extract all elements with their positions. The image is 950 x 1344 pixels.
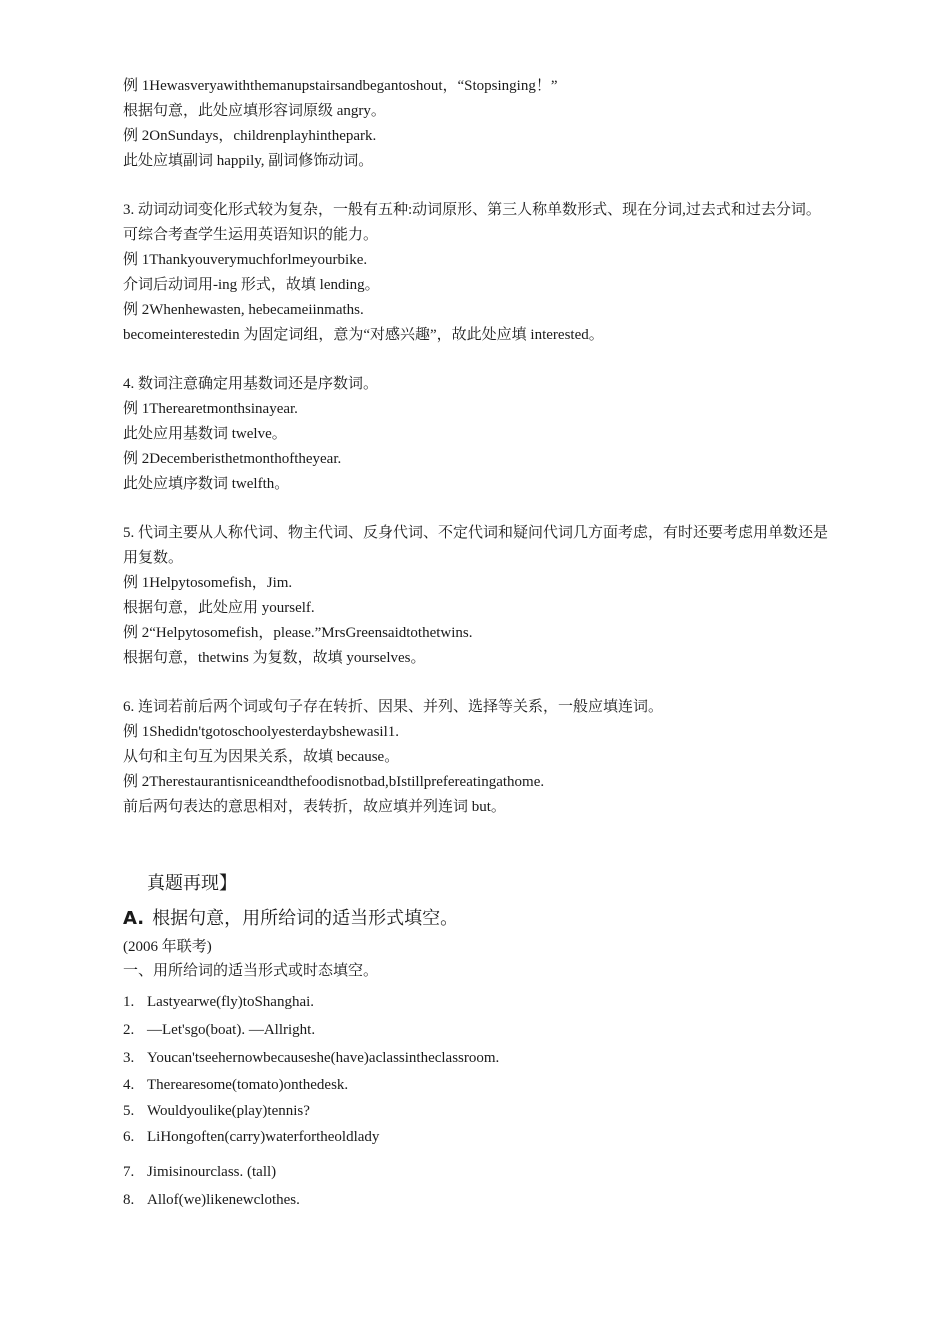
question-text: Youcan'tseehernowbecauseshe(have)aclassintheclassroom.: [147, 1050, 500, 1066]
question-item: [123, 1124, 828, 1150]
example-line: 例 1Shedidn'tgotoschoolyesterdaybshewasil1.: [123, 724, 399, 740]
question-text: Therearesome(tomato)onthedesk.: [147, 1077, 349, 1093]
section-intro: 5. 代词主要从人称代词、物主代词、反身代词、不定代词和疑问代词几方面考虑，有时还要考虑用单数还是用复数。: [123, 525, 829, 566]
question-item: [123, 1072, 828, 1098]
example-line: 例 1Therearetmonthsinayear.: [123, 401, 298, 417]
question-number: 3.: [123, 1050, 135, 1066]
explanation-line: 此处应用基数词 twelve。: [123, 426, 287, 442]
question-text: Allof(we)likenewclothes.: [147, 1192, 300, 1208]
example-line: 例 2“Helpytosomefish，please.”MrsGreensaidtothetwins.: [123, 625, 473, 641]
section-intro: 4. 数词注意确定用基数词还是序数词。: [123, 376, 379, 392]
section-conjunctions: [123, 695, 828, 820]
exam-instruction: 一、用所给词的适当形式或时态填空。: [123, 963, 379, 979]
question-number: 4.: [123, 1077, 135, 1093]
question-text: —Let'sgo(boat). —Allright.: [147, 1022, 316, 1038]
explanation-line: becomeinterestedin 为固定词组，意为“对感兴趣”，故此处应填 interested。: [123, 327, 604, 343]
explanation-line: 前后两句表达的意思相对，表转折，故应填并列连词 but。: [123, 799, 506, 815]
question-text: Jimisinourclass. (tall): [147, 1164, 277, 1180]
question-item: [123, 1158, 828, 1186]
example-line: 例 2OnSundays，childrenplayhinthepark.: [123, 128, 377, 144]
example-line: 例 2Therestaurantisniceandthefoodisnotbad,bIstillprefereatingathome.: [123, 774, 545, 790]
question-number: 6.: [123, 1129, 135, 1145]
section-exam: [123, 870, 828, 1214]
question-item: [123, 1098, 828, 1124]
question-number: 2.: [123, 1022, 135, 1038]
question-number: 1.: [123, 994, 135, 1010]
section-intro: 6. 连词若前后两个词或句子存在转折、因果、并列、选择等关系，一般应填连词。: [123, 699, 664, 715]
explanation-line: 根据句意，thetwins 为复数，故填 yourselves。: [123, 650, 426, 666]
explanation-line: 根据句意，此处应用 yourself.: [123, 600, 315, 616]
exam-heading: 真题再现】: [147, 873, 237, 894]
section-adjective-adverb: [123, 74, 828, 174]
explanation-line: 从句和主句互为因果关系，故填 because。: [123, 749, 400, 765]
question-list: [123, 988, 828, 1214]
subheading-text: 根据句意，用所给词的适当形式填空。: [152, 908, 459, 928]
question-item: [123, 1186, 828, 1214]
explanation-line: 此处应填副词 happily, 副词修饰动词。: [123, 153, 374, 169]
question-text: Wouldyoulike(play)tennis?: [147, 1103, 310, 1119]
example-line: 例 2Whenhewasten, hebecameiinmaths.: [123, 302, 364, 318]
example-line: 例 2Decemberisthetmonthoftheyear.: [123, 451, 342, 467]
explanation-line: 介词后动词用-ing 形式，故填 lending。: [123, 277, 380, 293]
question-text: LiHongoften(carry)waterfortheoldlady: [147, 1129, 380, 1145]
explanation-line: 根据句意，此处应填形容词原级 angry。: [123, 103, 386, 119]
exam-subheading: [123, 904, 828, 933]
explanation-line: 此处应填序数词 twelfth。: [123, 476, 290, 492]
example-line: 例 1Hewasveryawiththemanupstairsandbegantoshout，“Stopsinging！”: [123, 78, 558, 94]
exam-source: (2006 年联考): [123, 939, 212, 955]
question-text: Lastyearwe(fly)toShanghai.: [147, 994, 315, 1010]
section-intro: 3. 动词动词变化形式较为复杂，一般有五种:动词原形、第三人称单数形式、现在分词,过去式和过去分词。可综合考查学生运用英语知识的能力。: [123, 202, 821, 243]
question-number: 7.: [123, 1164, 135, 1180]
subheading-mark: A.: [123, 908, 145, 929]
question-item: [123, 1016, 828, 1044]
section-verbs: [123, 198, 828, 348]
section-numerals: [123, 372, 828, 497]
question-item: [123, 1044, 828, 1072]
example-line: 例 1Thankyouverymuchforlmeyourbike.: [123, 252, 368, 268]
section-pronouns: [123, 521, 828, 671]
question-item: [123, 988, 828, 1016]
example-line: 例 1Helpytosomefish，Jim.: [123, 575, 293, 591]
question-number: 5.: [123, 1103, 135, 1119]
document-page: [123, 74, 828, 1214]
question-number: 8.: [123, 1192, 135, 1208]
